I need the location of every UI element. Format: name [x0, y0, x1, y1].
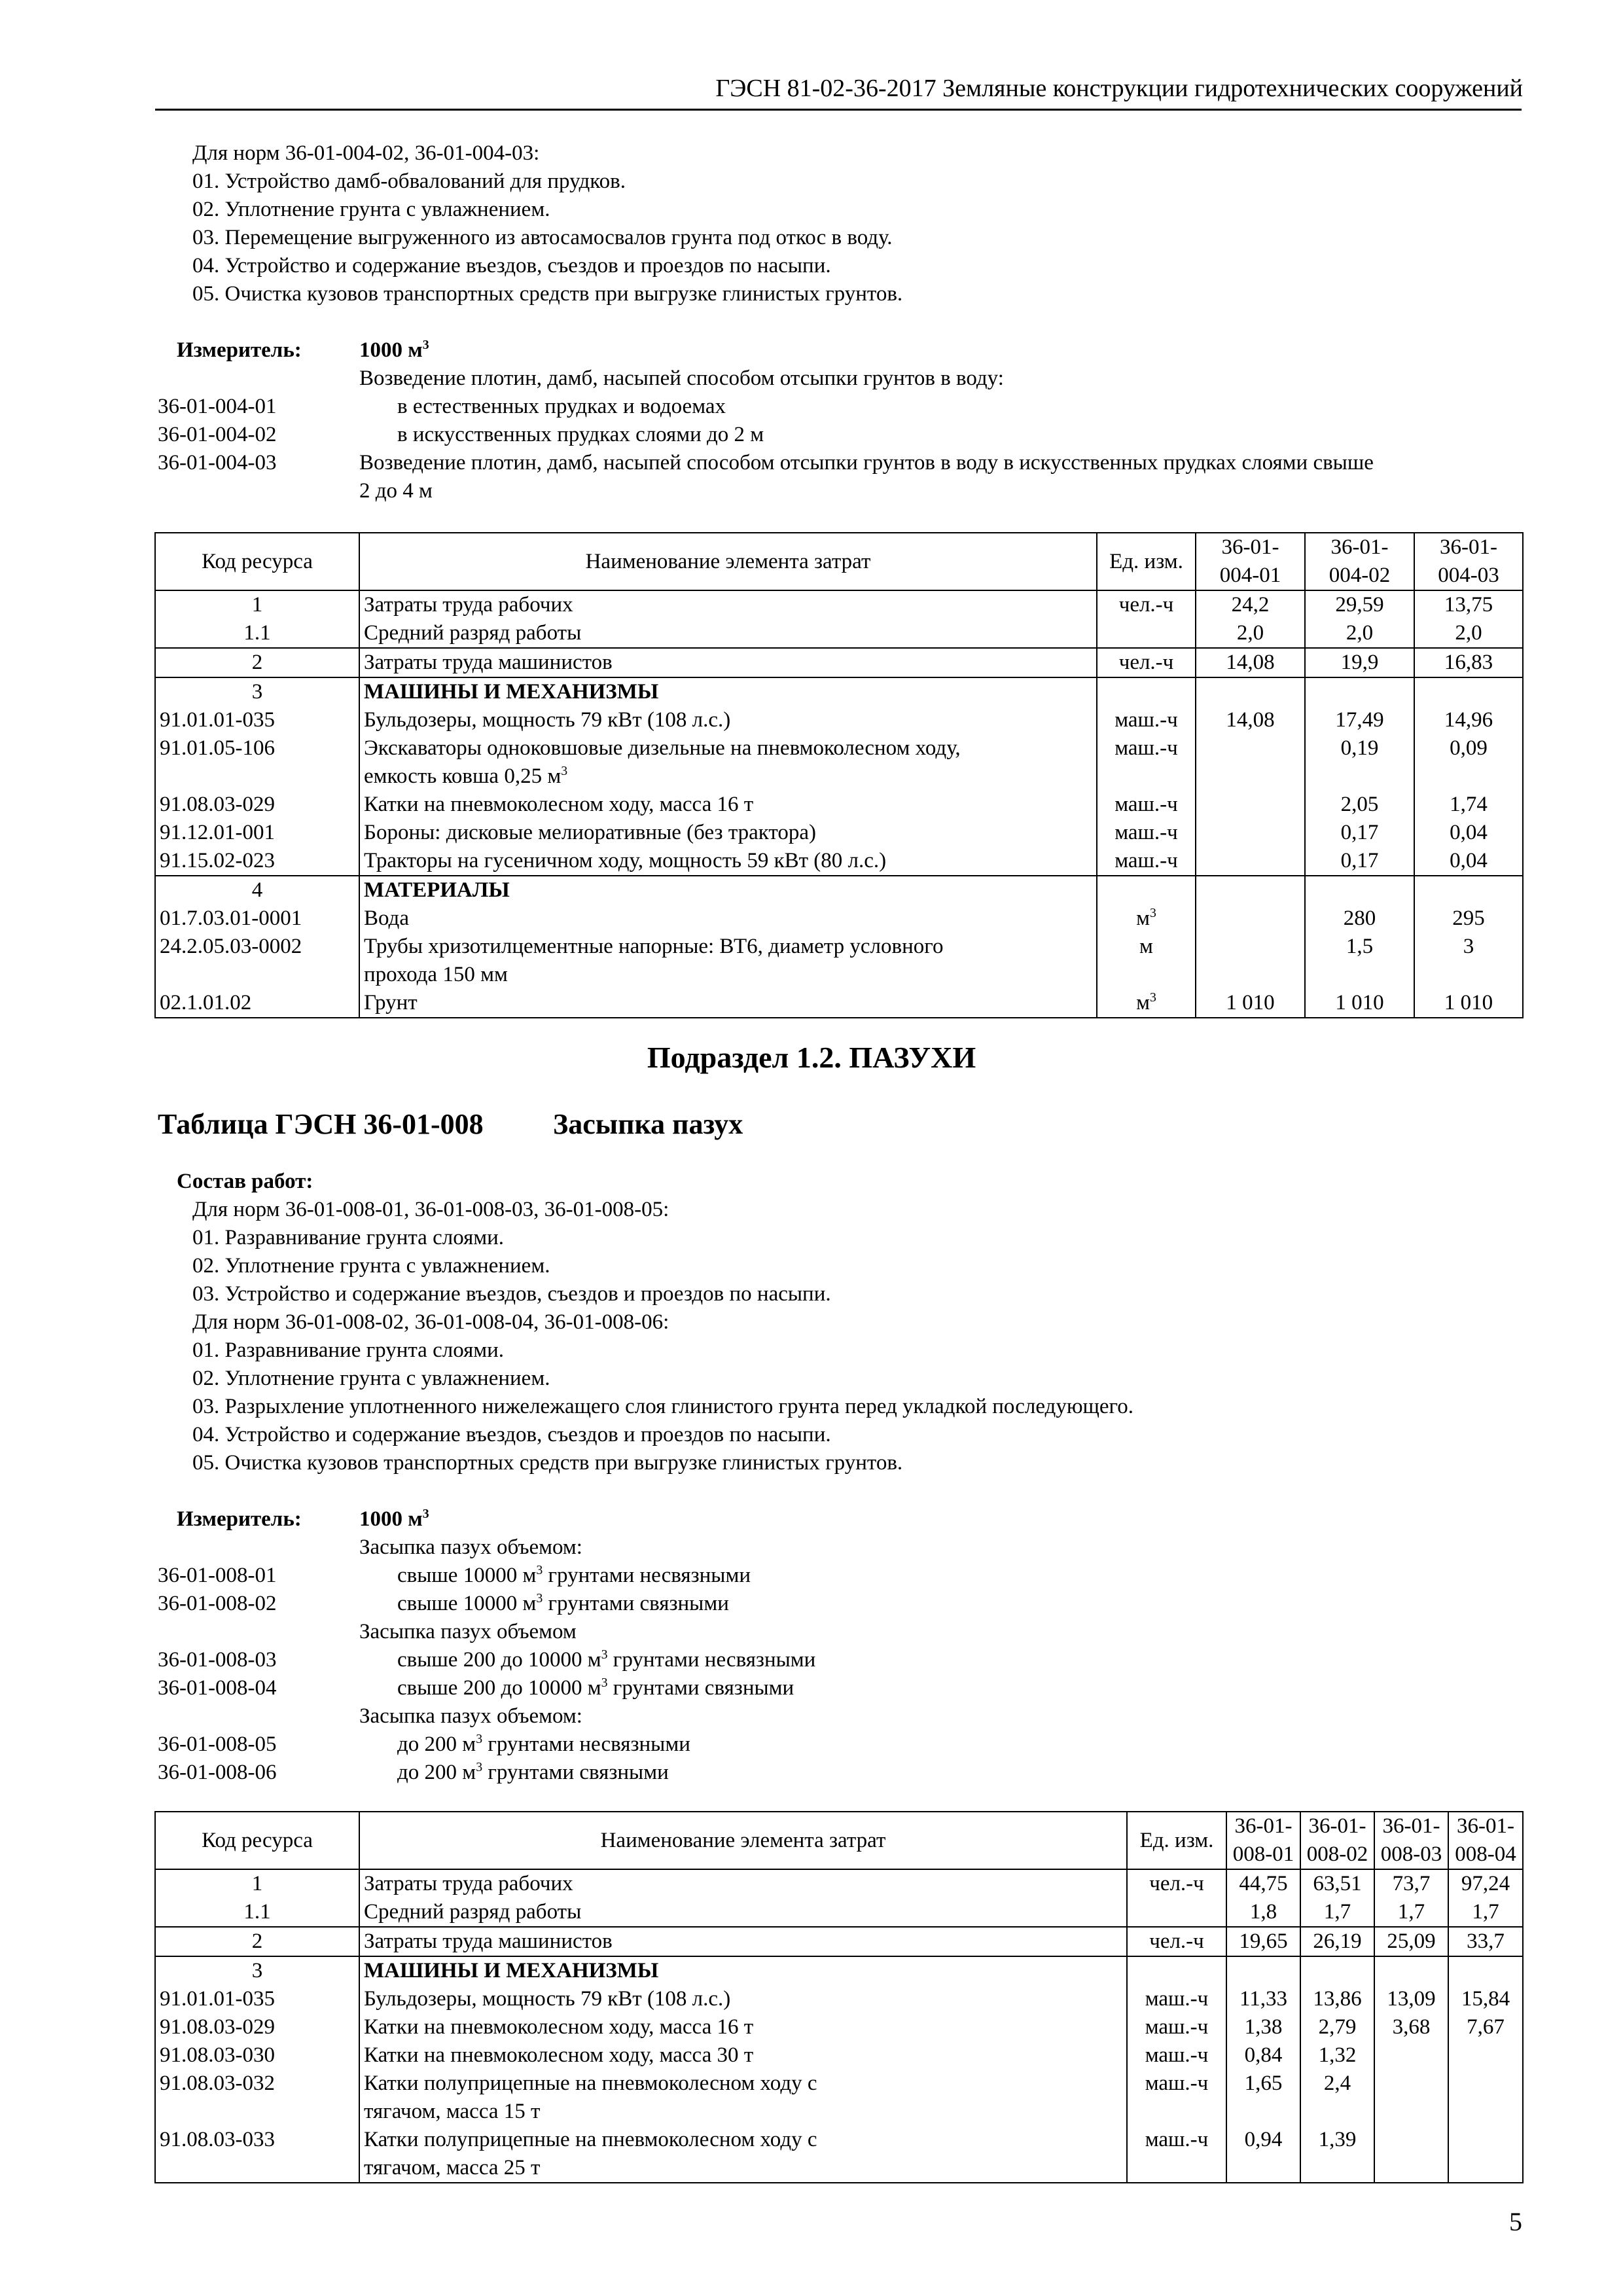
work-item: Для норм 36-01-008-02, 36-01-008-04, 36-01-008-06:	[192, 1310, 669, 1334]
header-unit: Ед. изм.	[1097, 533, 1196, 590]
norm-row	[158, 1731, 1532, 1759]
work-item: 04. Устройство и содержание въездов, съездов и проездов по насыпи.	[192, 254, 831, 278]
resource-value	[1374, 2070, 1448, 2098]
resource-value: 295	[1414, 905, 1523, 933]
resource-value: 63,51	[1300, 1869, 1374, 1898]
norm-code: 36-01-008-03	[158, 1648, 277, 1672]
resource-name: Грунт	[359, 989, 1097, 1018]
resource-value	[1196, 961, 1305, 989]
work-item: 03. Устройство и содержание въездов, съездов и проездов по насыпи.	[192, 1282, 831, 1306]
resource-name: Затраты труда машинистов	[359, 1927, 1127, 1956]
table-row	[155, 1898, 1523, 1927]
header-code: Код ресурса	[155, 533, 359, 590]
norm-row	[158, 393, 1532, 421]
resource-value	[1300, 2154, 1374, 2183]
table-row	[155, 2098, 1523, 2126]
table-row	[155, 706, 1523, 734]
norm-row	[158, 1674, 1532, 1702]
resource-unit: маш.-ч	[1127, 2041, 1226, 2070]
resource-value: 2,05	[1305, 791, 1414, 819]
work-item: Для норм 36-01-008-01, 36-01-008-03, 36-01-008-05:	[192, 1198, 669, 1221]
resource-code: 91.01.01-035	[160, 708, 275, 732]
resource-value: 15,84	[1448, 1985, 1523, 2013]
resource-value: 11,33	[1226, 1985, 1300, 2013]
table-row	[155, 2126, 1523, 2154]
resource-unit	[1097, 677, 1196, 706]
resource-value: 1,32	[1300, 2041, 1374, 2070]
resource-code	[155, 2098, 359, 2126]
resource-value	[1305, 762, 1414, 791]
resource-value: 97,24	[1448, 1869, 1523, 1898]
resource-code: 91.15.02-023	[155, 847, 359, 876]
header-norm-column	[1305, 533, 1414, 590]
resource-value: 1,7	[1300, 1898, 1374, 1927]
resource-name: МАШИНЫ И МЕХАНИЗМЫ	[359, 677, 1097, 706]
table-row	[155, 847, 1523, 876]
header-norm-part: 004-02	[1329, 564, 1391, 587]
header-norm-part: 36-01-	[1457, 1814, 1514, 1838]
page-number: 5	[1509, 2207, 1522, 2236]
resource-unit: маш.-ч	[1097, 791, 1196, 819]
resource-unit: чел.-ч	[1127, 1869, 1226, 1898]
meter-label-1: Измеритель:	[177, 338, 302, 362]
header-norm-part: 004-03	[1438, 564, 1499, 587]
norm-text: свыше 10000 $м^3$ грунтами несвязными	[397, 1563, 751, 1587]
resource-value: 0,19	[1305, 734, 1414, 762]
resource-unit: маш.-ч	[1097, 706, 1196, 734]
header-norm-column	[1196, 533, 1305, 590]
resource-value	[1196, 876, 1305, 905]
resource-value	[1414, 876, 1523, 905]
norm-row	[158, 365, 1532, 393]
resource-value: 44,75	[1226, 1869, 1300, 1898]
work-list-1	[192, 139, 902, 308]
resource-value: 14,08	[1196, 706, 1305, 734]
table-row	[155, 2041, 1523, 2070]
header-norm-column	[1414, 533, 1523, 590]
resource-value	[1196, 677, 1305, 706]
resource-value: 14,08	[1196, 648, 1305, 677]
header-norm-column	[1374, 1812, 1448, 1869]
resource-value: 1 010	[1414, 989, 1523, 1018]
work-item: 01. Разравнивание грунта слоями.	[192, 1226, 505, 1249]
resource-code: 91.08.03-029	[160, 793, 275, 816]
resource-unit	[1097, 876, 1196, 905]
resource-value	[1305, 961, 1414, 989]
table-row	[155, 2154, 1523, 2183]
resource-name: Катки полуприцепные на пневмоколесном ходу с	[359, 2126, 1127, 2154]
norm-text: до 200 $м^3$ грунтами связными	[397, 1760, 669, 1784]
table-row	[155, 1956, 1523, 1985]
resource-code: 01.7.03.01-0001	[160, 906, 302, 930]
resource-code: 2	[155, 1927, 359, 1956]
resource-unit: м	[1097, 933, 1196, 961]
header-norm-part: 008-02	[1306, 1842, 1368, 1866]
norm-row	[158, 1562, 1532, 1590]
header-norm-part: 008-03	[1380, 1842, 1442, 1866]
resource-value	[1414, 762, 1523, 791]
resource-unit	[1097, 762, 1196, 791]
resource-code: 91.12.01-001	[160, 821, 275, 844]
resource-name: Экскаваторы одноковшовые дизельные на пневмоколесном ходу,	[359, 734, 1097, 762]
resource-value: 1,5	[1305, 933, 1414, 961]
resource-value	[1196, 734, 1305, 762]
resource-name: Катки на пневмоколесном ходу, масса 16 т	[359, 791, 1097, 819]
norm-code: 36-01-008-05	[158, 1732, 277, 1756]
work-item: Для норм 36-01-004-02, 36-01-004-03:	[192, 141, 540, 165]
resource-value: 1,65	[1226, 2070, 1300, 2098]
resource-value: 1,74	[1414, 791, 1523, 819]
resource-name: Бульдозеры, мощность 79 кВт (108 л.с.)	[359, 706, 1097, 734]
resource-value	[1414, 677, 1523, 706]
resource-code: 24.2.05.03-0002	[160, 935, 302, 958]
norm-code: 36-01-008-02	[158, 1592, 277, 1615]
resource-value	[1305, 876, 1414, 905]
resource-value: 2,4	[1300, 2070, 1374, 2098]
resource-value: 1,38	[1226, 2013, 1300, 2041]
resource-name: МАШИНЫ И МЕХАНИЗМЫ	[359, 1956, 1127, 1985]
resource-name: Вода	[359, 905, 1097, 933]
norm-row	[158, 449, 1532, 477]
resource-value: 16,83	[1414, 648, 1523, 677]
table-row	[155, 819, 1523, 847]
resource-value: 7,67	[1448, 2013, 1523, 2041]
resource-unit	[1097, 961, 1196, 989]
norm-code: 36-01-008-01	[158, 1564, 277, 1587]
resource-name: Катки полуприцепные на пневмоколесном ходу с	[359, 2070, 1127, 2098]
resource-value	[1374, 2126, 1448, 2154]
resource-name: МАТЕРИАЛЫ	[359, 876, 1097, 905]
resource-value: 73,7	[1374, 1869, 1448, 1898]
resource-value: 13,75	[1414, 590, 1523, 619]
norm-code: 36-01-008-04	[158, 1676, 277, 1700]
table-row	[155, 590, 1523, 619]
resource-value	[1448, 2098, 1523, 2126]
resource-name: Средний разряд работы	[359, 1898, 1127, 1927]
resource-value: 0,17	[1305, 819, 1414, 847]
subsection-title: Подраздел 1.2. ПАЗУХИ	[647, 1041, 976, 1074]
resource-name: Бульдозеры, мощность 79 кВт (108 л.с.)	[359, 1985, 1127, 2013]
resource-name: Затраты труда машинистов	[359, 648, 1097, 677]
resource-name: тягачом, масса 25 т	[359, 2154, 1127, 2183]
norm-text: в искусственных прудках слоями до 2 м	[397, 423, 764, 446]
work-item: 04. Устройство и содержание въездов, съездов и проездов по насыпи.	[192, 1423, 831, 1446]
work-item: 01. Устройство дамб-обвалований для прудков.	[192, 170, 626, 193]
norm-row	[158, 1534, 1532, 1562]
resource-name: Катки на пневмоколесном ходу, масса 30 т	[359, 2041, 1127, 2070]
table-title: Таблица ГЭСН 36-01-008	[158, 1108, 484, 1140]
resource-value	[1448, 2070, 1523, 2098]
table-header-row	[155, 533, 1523, 590]
table-row	[155, 734, 1523, 762]
table-row	[155, 2070, 1523, 2098]
meter-value-2: 1000 $м^3$	[359, 1507, 429, 1531]
resource-value	[1374, 1956, 1448, 1985]
resource-code	[155, 2154, 359, 2183]
table-header-row	[155, 1812, 1523, 1869]
table-row	[155, 2013, 1523, 2041]
resource-name: Тракторы на гусеничном ходу, мощность 59 кВт (80 л.с.)	[359, 847, 1097, 876]
resource-code: 91.01.01-035	[160, 1987, 275, 2011]
norm-code: 36-01-008-06	[158, 1761, 277, 1784]
table-name: Засыпка пазух	[553, 1108, 743, 1140]
norm-code: 36-01-004-03	[158, 451, 277, 475]
resource-value	[1226, 2098, 1300, 2126]
resource-value: 0,17	[1305, 847, 1414, 876]
resource-value: 2,79	[1300, 2013, 1374, 2041]
resource-unit: чел.-ч	[1097, 590, 1196, 619]
resource-value	[1196, 933, 1305, 961]
resource-value: 17,49	[1305, 706, 1414, 734]
header-norm-column	[1226, 1812, 1300, 1869]
table-row	[155, 989, 1523, 1018]
norm-code: 36-01-004-02	[158, 423, 277, 446]
norm-list-1	[158, 365, 1532, 505]
resource-value: 3	[1414, 933, 1523, 961]
resource-value: 0,09	[1414, 734, 1523, 762]
resource-code: 91.08.03-029	[160, 2015, 275, 2039]
resource-code: 4	[251, 878, 263, 902]
resource-table-2	[154, 1811, 1524, 2183]
resource-value: 26,19	[1300, 1927, 1374, 1956]
resource-name: Затраты труда рабочих	[359, 590, 1097, 619]
resource-unit: маш.-ч	[1097, 819, 1196, 847]
resource-value	[1196, 762, 1305, 791]
resource-name: Трубы хризотилцементные напорные: ВТ6, диаметр условного	[359, 933, 1097, 961]
resource-value	[1226, 1956, 1300, 1985]
resource-value: 1 010	[1196, 989, 1305, 1018]
work-item: 05. Очистка кузовов транспортных средств при выгрузке глинистых грунтов.	[192, 1451, 903, 1475]
norm-text: в естественных прудках и водоемах	[397, 395, 726, 418]
resource-table-1	[154, 532, 1524, 1018]
resource-value: 2,0	[1305, 619, 1414, 648]
resource-value: 3,68	[1374, 2013, 1448, 2041]
resource-value	[1374, 2098, 1448, 2126]
norm-row	[158, 1618, 1532, 1646]
resource-value: 19,9	[1305, 648, 1414, 677]
meter-value-1: 1000 $м^3$	[359, 338, 429, 362]
resource-value: 280	[1305, 905, 1414, 933]
header-code: Код ресурса	[155, 1812, 359, 1869]
norm-row	[158, 477, 1532, 505]
resource-value	[1374, 2154, 1448, 2183]
resource-value: 1 010	[1305, 989, 1414, 1018]
resource-value	[1300, 2098, 1374, 2126]
header-rule	[155, 109, 1522, 111]
header-norm-part: 008-04	[1455, 1842, 1516, 1866]
resource-code	[155, 961, 359, 989]
resource-code: 3	[251, 680, 263, 704]
resource-value: 1,7	[1374, 1898, 1448, 1927]
work-item: 03. Перемещение выгруженного из автосамосвалов грунта под откос в воду.	[192, 226, 893, 249]
resource-unit: маш.-ч	[1127, 2126, 1226, 2154]
resource-value: 0,04	[1414, 847, 1523, 876]
table-row	[155, 1985, 1523, 2013]
resource-value	[1448, 2041, 1523, 2070]
resource-unit	[1127, 2154, 1226, 2183]
work-item: 01. Разравнивание грунта слоями.	[192, 1338, 505, 1362]
resource-value: 1,7	[1448, 1898, 1523, 1927]
resource-value	[1196, 791, 1305, 819]
resource-unit: чел.-ч	[1097, 648, 1196, 677]
resource-value	[1196, 905, 1305, 933]
resource-code: 1	[251, 1872, 263, 1895]
work-item: 02. Уплотнение грунта с увлажнением.	[192, 1367, 550, 1390]
resource-code	[155, 762, 359, 791]
resource-value	[1448, 1956, 1523, 1985]
resource-value	[1448, 2126, 1523, 2154]
norm-row	[158, 1590, 1532, 1618]
resource-value: 2,0	[1196, 619, 1305, 648]
resource-value: 29,59	[1305, 590, 1414, 619]
table-row	[155, 619, 1523, 648]
work-list-2	[192, 1196, 1133, 1477]
header-norm-part: 36-01-	[1308, 1814, 1366, 1838]
resource-name: тягачом, масса 15 т	[359, 2098, 1127, 2126]
resource-unit	[1097, 619, 1196, 648]
running-title: ГЭСН 81-02-36-2017 Земляные конструкции гидротехнических сооружений	[715, 75, 1523, 102]
header-norm-column	[1448, 1812, 1523, 1869]
norm-text: до 200 $м^3$ грунтами несвязными	[397, 1732, 690, 1756]
resource-value: 19,65	[1226, 1927, 1300, 1956]
resource-unit	[1127, 1956, 1226, 1985]
resource-unit: $м^3$	[1097, 905, 1196, 933]
resource-value: 33,7	[1448, 1927, 1523, 1956]
resource-value: 25,09	[1374, 1927, 1448, 1956]
norm-text: 2 до 4 м	[359, 479, 433, 503]
resource-value: 1,39	[1300, 2126, 1374, 2154]
resource-code: 1.1	[155, 1898, 359, 1927]
resource-name: емкость ковша 0,25 $м^3$	[359, 762, 1097, 791]
header-norm-part: 36-01-	[1382, 1814, 1440, 1838]
resource-unit: маш.-ч	[1127, 2013, 1226, 2041]
work-item: 02. Уплотнение грунта с увлажнением.	[192, 198, 550, 221]
norm-row	[158, 1759, 1532, 1787]
work-item: 05. Очистка кузовов транспортных средств при выгрузке глинистых грунтов.	[192, 282, 903, 306]
table-row	[155, 648, 1523, 677]
resource-name: Катки на пневмоколесном ходу, масса 16 т	[359, 2013, 1127, 2041]
resource-code: 3	[251, 1959, 263, 1982]
resource-code: 02.1.01.02	[155, 989, 359, 1018]
resource-value	[1300, 1956, 1374, 1985]
composition-label: Состав работ:	[177, 1170, 313, 1193]
resource-code: 2	[155, 648, 359, 677]
norm-text: свыше 200 до 10000 $м^3$ грунтами несвязными	[397, 1647, 816, 1672]
resource-value: 1,8	[1226, 1898, 1300, 1927]
header-name: Наименование элемента затрат	[359, 533, 1097, 590]
resource-code: 1.1	[155, 619, 359, 648]
norm-row	[158, 421, 1532, 449]
work-item: 03. Разрыхление уплотненного нижележащего слоя глинистого грунта перед укладкой последующего.	[192, 1395, 1133, 1418]
resource-code: 91.01.05-106	[160, 736, 275, 760]
header-norm-column	[1300, 1812, 1374, 1869]
resource-value: 0,04	[1414, 819, 1523, 847]
resource-code: 1	[251, 593, 263, 617]
norm-text: свыше 200 до 10000 $м^3$ грунтами связными	[397, 1676, 794, 1700]
resource-unit: маш.-ч	[1127, 1985, 1226, 2013]
work-item: 02. Уплотнение грунта с увлажнением.	[192, 1254, 550, 1278]
norm-row	[158, 1702, 1532, 1731]
resource-value	[1196, 819, 1305, 847]
resource-name: Бороны: дисковые мелиоративные (без трактора)	[359, 819, 1097, 847]
resource-name: Затраты труда рабочих	[359, 1869, 1127, 1898]
header-norm-part: 36-01-	[1234, 1814, 1293, 1838]
resource-value: 13,09	[1374, 1985, 1448, 2013]
resource-name: Средний разряд работы	[359, 619, 1097, 648]
table-row	[155, 677, 1523, 706]
table-row	[155, 905, 1523, 933]
norm-text: Засыпка пазух объемом:	[359, 1704, 582, 1728]
resource-value: 2,0	[1414, 619, 1523, 648]
resource-unit: маш.-ч	[1127, 2070, 1226, 2098]
norm-code: 36-01-004-01	[158, 395, 277, 418]
header-norm-part: 004-01	[1219, 564, 1281, 587]
table-row	[155, 876, 1523, 905]
resource-unit: маш.-ч	[1097, 734, 1196, 762]
resource-value: 0,94	[1226, 2126, 1300, 2154]
resource-value: 24,2	[1196, 590, 1305, 619]
resource-name: прохода 150 мм	[359, 961, 1097, 989]
resource-value	[1448, 2154, 1523, 2183]
resource-unit	[1127, 1898, 1226, 1927]
header-name: Наименование элемента затрат	[359, 1812, 1127, 1869]
resource-value	[1196, 847, 1305, 876]
header-norm-part: 36-01-	[1221, 535, 1279, 559]
resource-code: 91.08.03-030	[160, 2043, 275, 2067]
header-norm-part: 36-01-	[1440, 535, 1497, 559]
resource-code: 91.08.03-032	[160, 2072, 275, 2095]
table-row	[155, 1869, 1523, 1898]
norm-text: Засыпка пазух объемом	[359, 1620, 577, 1643]
meter-label-2: Измеритель:	[177, 1507, 302, 1531]
resource-unit: $м^3$	[1097, 989, 1196, 1018]
resource-value: 13,86	[1300, 1985, 1374, 2013]
header-norm-part: 36-01-	[1330, 535, 1389, 559]
resource-value	[1226, 2154, 1300, 2183]
resource-value	[1305, 677, 1414, 706]
resource-unit	[1127, 2098, 1226, 2126]
table-row	[155, 961, 1523, 989]
table-row	[155, 762, 1523, 791]
norm-list-2	[158, 1534, 1532, 1787]
resource-code: 91.08.03-033	[160, 2128, 275, 2151]
norm-text: Возведение плотин, дамб, насыпей способом отсыпки грунтов в воду в искусственных прудках слоями свыше	[359, 451, 1374, 475]
resource-value: 0,84	[1226, 2041, 1300, 2070]
resource-value	[1374, 2041, 1448, 2070]
norm-text: Возведение плотин, дамб, насыпей способом отсыпки грунтов в воду:	[359, 367, 1004, 390]
resource-value	[1414, 961, 1523, 989]
norm-row	[158, 1646, 1532, 1674]
norm-text: свыше 10000 $м^3$ грунтами связными	[397, 1591, 729, 1615]
resource-unit: чел.-ч	[1127, 1927, 1226, 1956]
table-row	[155, 791, 1523, 819]
resource-unit: маш.-ч	[1097, 847, 1196, 876]
table-row	[155, 933, 1523, 961]
resource-value: 14,96	[1414, 706, 1523, 734]
norm-text: Засыпка пазух объемом:	[359, 1535, 582, 1559]
header-norm-part: 008-01	[1232, 1842, 1294, 1866]
table-row	[155, 1927, 1523, 1956]
header-unit: Ед. изм.	[1127, 1812, 1226, 1869]
